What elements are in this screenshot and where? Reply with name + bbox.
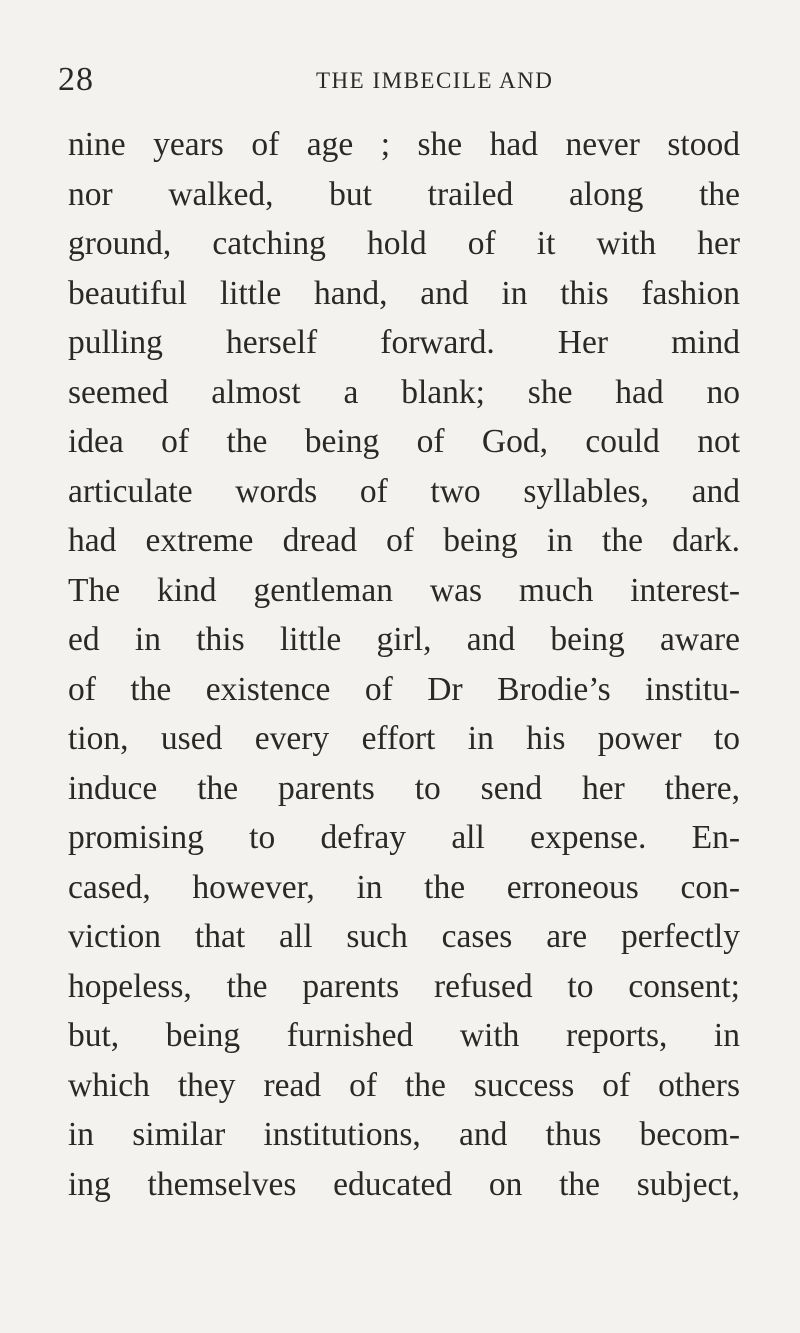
text-line: pulling herself forward. Her mind (68, 324, 740, 361)
text-line: seemed almost a blank; she had no (68, 373, 740, 411)
text-line: which they read of the success of others (68, 1066, 740, 1104)
page-number: 28 (58, 61, 94, 98)
text-line: articulate words of two syllables, and (68, 472, 740, 510)
text-line: promising to defray all expense. En- (68, 819, 740, 856)
text-line: but, being furnished with reports, in (68, 1017, 740, 1054)
text-line: nine years of age ; she had never stood (68, 126, 740, 163)
text-line: ing themselves educated on the subject, (68, 1165, 740, 1203)
text-line: viction that all such cases are perfectly (68, 918, 740, 955)
text-line: nor walked, but trailed along the (68, 175, 740, 213)
text-line: The kind gentleman was much interest- (68, 571, 740, 609)
text-line: in similar institutions, and thus becom- (68, 1116, 740, 1153)
text-line: ground, catching hold of it with her (68, 225, 740, 262)
text-line: of the existence of Dr Brodie’s institu- (68, 670, 740, 708)
text-line: had extreme dread of being in the dark. (68, 522, 740, 559)
text-line: hopeless, the parents refused to consent; (68, 967, 740, 1005)
text-line: tion, used every effort in his power to (68, 720, 740, 757)
text-line: ed in this little girl, and being aware (68, 621, 740, 658)
text-line: idea of the being of God, could not (68, 423, 740, 460)
text-line: cased, however, in the erroneous con- (68, 868, 740, 906)
text-line: induce the parents to send her there, (68, 769, 740, 807)
body-text (68, 120, 740, 1209)
text-line: beautiful little hand, and in this fashion (68, 274, 740, 312)
running-head (58, 60, 748, 100)
running-title: THE IMBECILE AND (316, 68, 554, 93)
